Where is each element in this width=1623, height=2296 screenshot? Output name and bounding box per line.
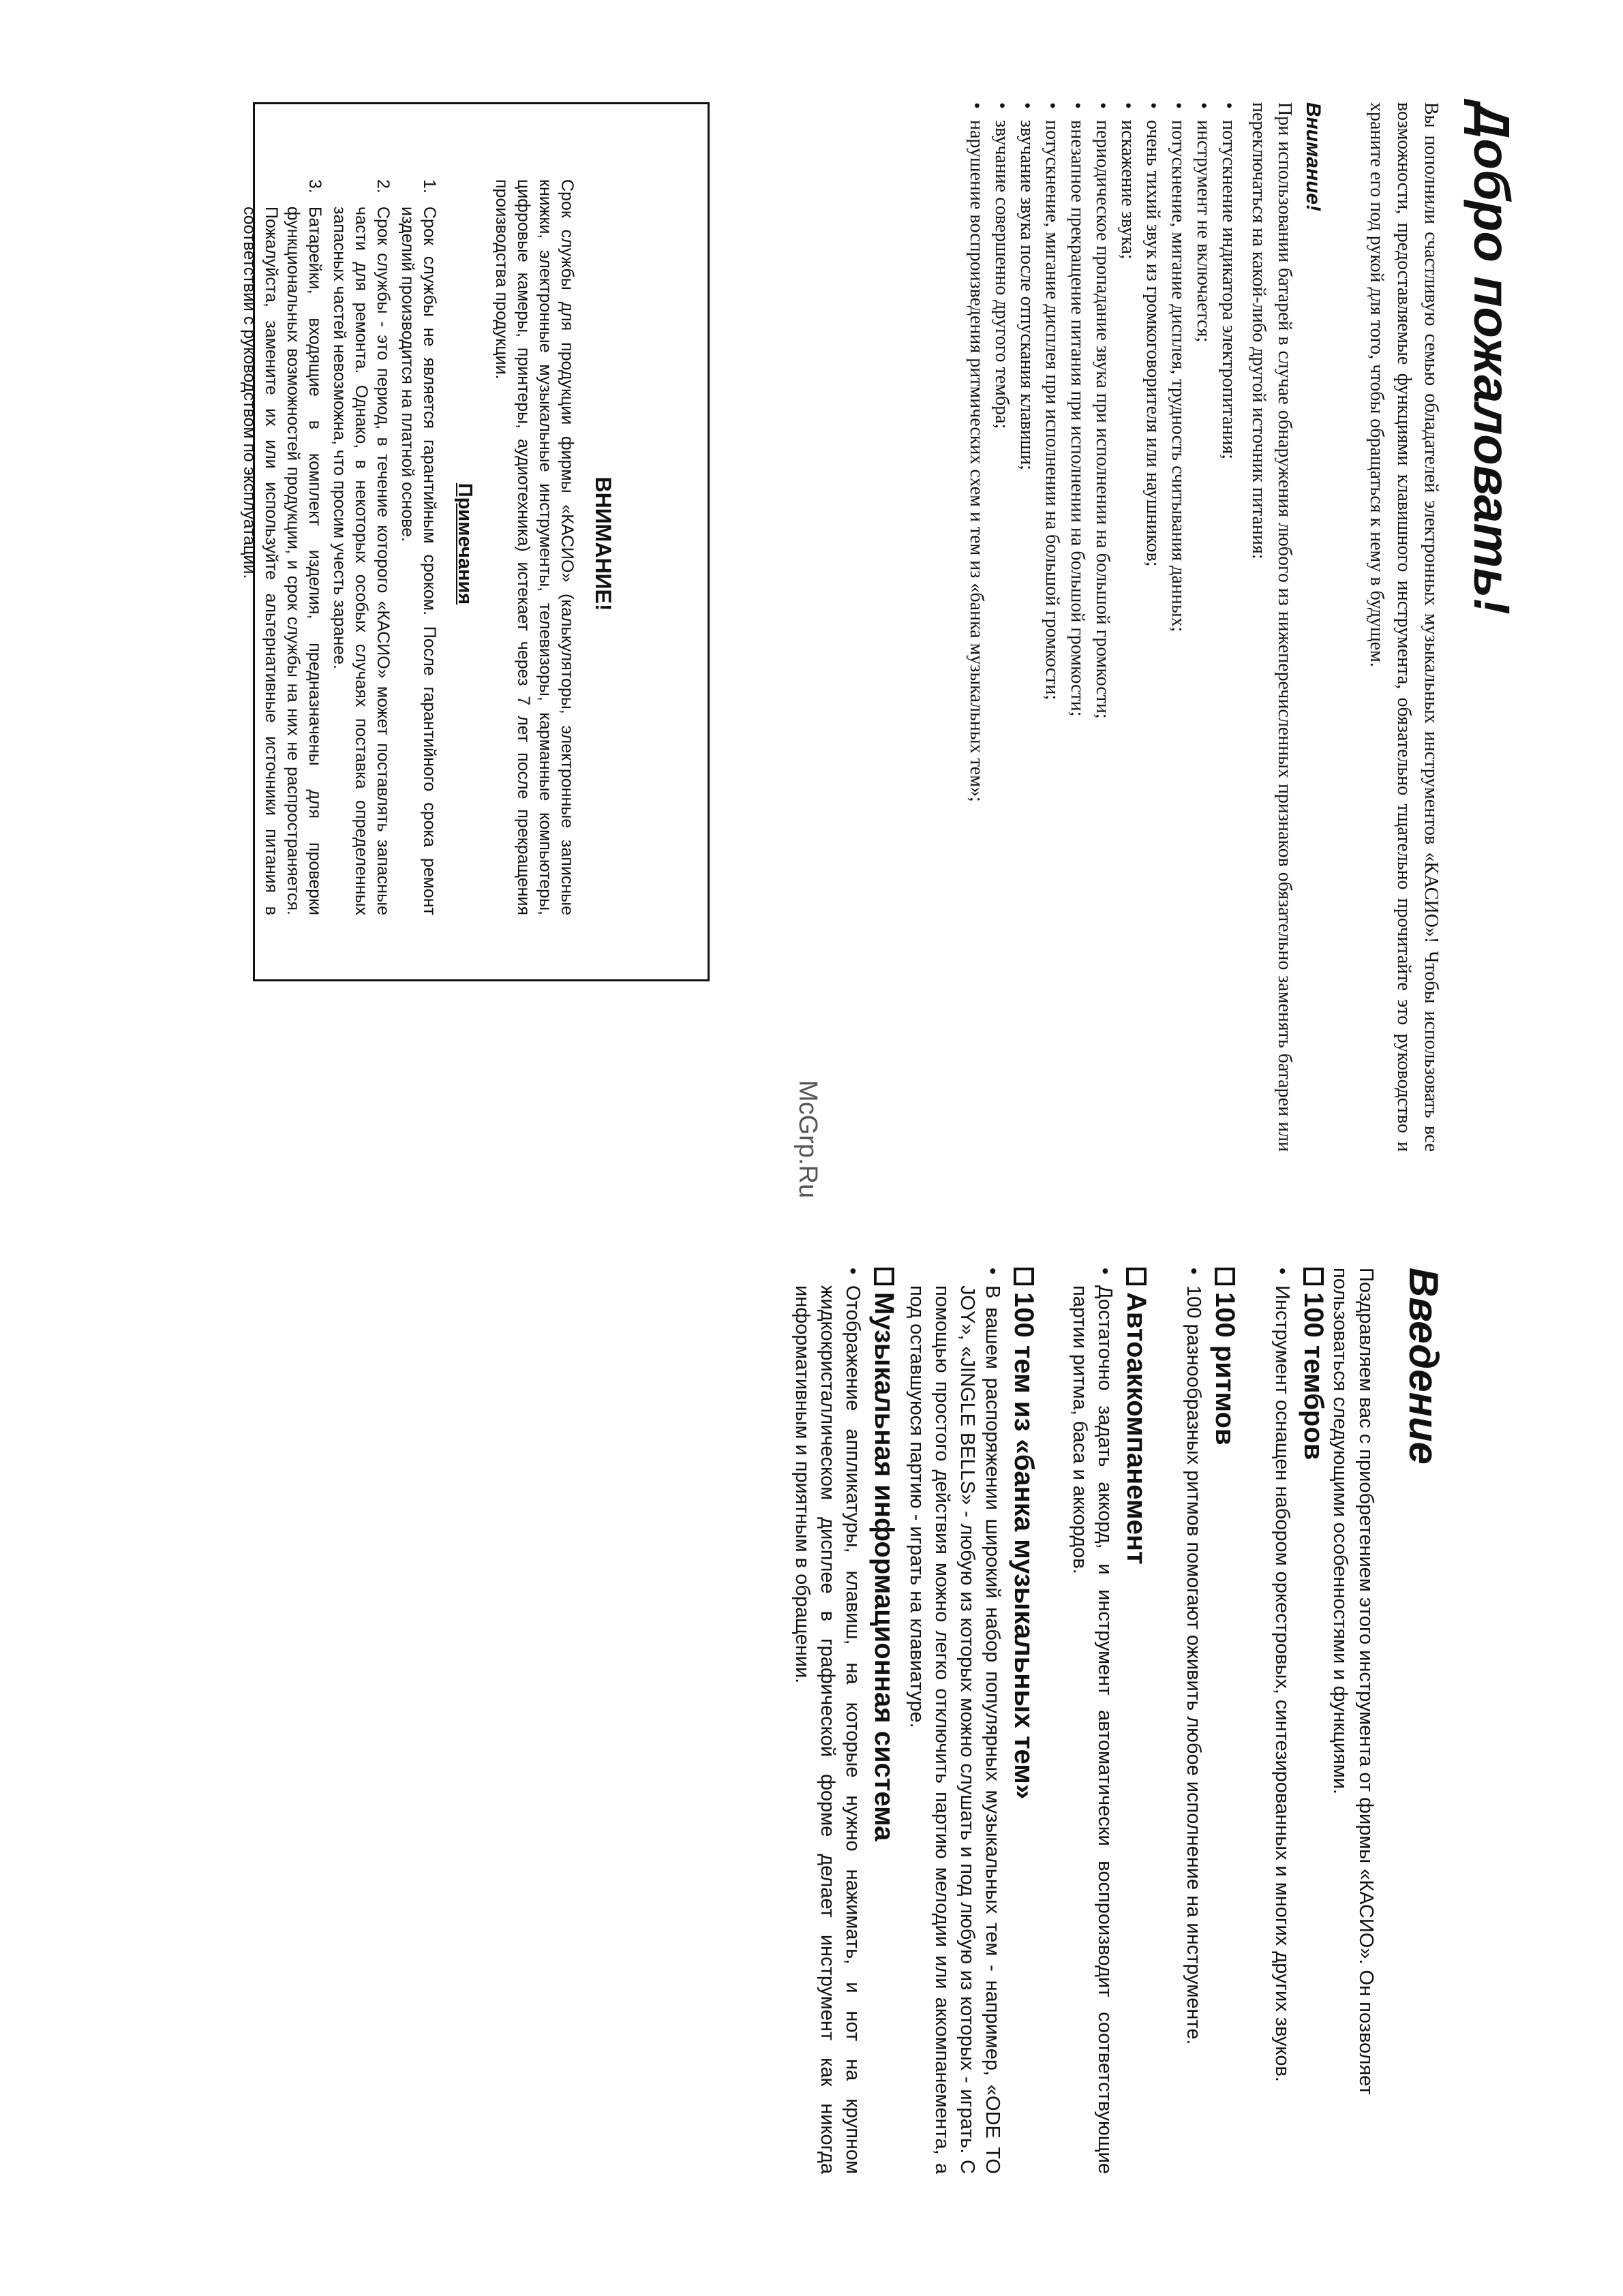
checkbox-square-icon bbox=[1126, 1268, 1147, 1285]
notice-paragraph: Срок службы для продукции фирмы «КАСИО» (калькуляторы, электронные записные книжки, электронные музыкальные инструменты, телевизоры, карманные компьютеры, цифровые камеры, принтеры, аудиотехника) истекает через 7 лет после прекращения производства продукции. bbox=[492, 179, 577, 915]
checkbox-square-icon bbox=[1215, 1268, 1235, 1285]
bullet-icon: • bbox=[1271, 1268, 1293, 1275]
list-item bbox=[397, 179, 440, 915]
feature-heading-text: 100 ритмов bbox=[1210, 1292, 1240, 1445]
feature-heading bbox=[1297, 1268, 1330, 2174]
bullet-icon: • bbox=[842, 1268, 864, 1275]
checkbox-square-icon bbox=[1303, 1268, 1324, 1285]
caution-paragraph: При использовании батарей в случае обнаружения любого из нижеперечисленных признаков обязательно заменять батареи или переключаться на какой-либо другой источник питания: bbox=[1248, 102, 1295, 1152]
list-item-text: потускнение индикатора электропитания; bbox=[1218, 120, 1239, 460]
list-item-text: звучание звука после отпускания клавиши; bbox=[1016, 120, 1037, 470]
welcome-column bbox=[0, 102, 1623, 1165]
bullet-icon: • bbox=[1168, 102, 1189, 109]
feature-text: В вашем распоряжении широкий набор популярных музыкальных тем - например, «ODE TO JOY», «JINGLE BELLS» - любую из которых можно слушать и под любую из которых - играть. С помощью простого действия можно легко отключить партию мелодии или аккомпанемента, а под оставшуюся партию - играть на клавиатуре. bbox=[906, 1285, 1003, 2174]
bullet-icon: • bbox=[1142, 102, 1164, 109]
list-item bbox=[1191, 102, 1216, 1152]
bullet-icon: • bbox=[1117, 102, 1138, 109]
feature-section bbox=[1269, 1268, 1330, 2174]
feature-item bbox=[1269, 1268, 1294, 2174]
bullet-icon: • bbox=[1016, 102, 1037, 109]
list-item bbox=[1216, 102, 1241, 1152]
battery-symptom-list bbox=[964, 102, 1241, 1152]
notes-title: Примечания bbox=[454, 483, 476, 605]
introduction-column bbox=[0, 1268, 1623, 2222]
note-number: 1. bbox=[420, 179, 439, 194]
bullet-icon: • bbox=[1094, 1268, 1116, 1275]
feature-heading-text: 100 тем из «банка музыкальных тем» bbox=[1009, 1292, 1039, 1800]
note-number: 2. bbox=[374, 179, 393, 194]
feature-heading bbox=[1120, 1268, 1153, 2174]
bullet-icon: • bbox=[1183, 1268, 1204, 1275]
note-text: Срок службы не является гарантийным сроком. После гарантийного срока ремонт изделий производится на платной основе. bbox=[398, 206, 439, 915]
feature-heading-text: Автоаккомпанемент bbox=[1121, 1292, 1151, 1565]
list-item bbox=[989, 102, 1014, 1152]
feature-text: Достаточно задать аккорд, и инструмент автоматически воспроизводит соответствующие партии ритма, баса и аккордов. bbox=[1069, 1285, 1116, 2174]
list-item bbox=[1040, 102, 1065, 1152]
feature-text: Отображение аппликатуры, клавиш, на которые нужно нажимать, и нот на крупном жидкокристаллическом дисплее в графической форме делает инструмент как никогда информативным и приятным в обращении. bbox=[791, 1285, 864, 2174]
feature-heading-text: Музыкальная информационная система bbox=[869, 1292, 899, 1841]
notice-title: ВНИМАНИЕ! bbox=[591, 476, 616, 611]
bullet-icon: • bbox=[1092, 102, 1113, 109]
feature-section bbox=[904, 1268, 1040, 2174]
bullet-icon: • bbox=[1042, 102, 1063, 109]
note-number: 3. bbox=[305, 179, 324, 194]
checkbox-square-icon bbox=[1014, 1268, 1034, 1285]
feature-heading bbox=[1209, 1268, 1241, 2174]
list-item bbox=[1065, 102, 1090, 1152]
feature-section bbox=[789, 1268, 900, 2174]
list-item bbox=[239, 179, 326, 915]
service-life-notice-box bbox=[240, 102, 710, 981]
bullet-icon: • bbox=[1193, 102, 1214, 109]
intro-paragraph: Поздравляем вас с приобретением этого инструмента от фирмы «КАСИО». Он позволяет пользоваться следующими особенностями и функциями. bbox=[1329, 1268, 1377, 2095]
feature-item bbox=[789, 1268, 865, 2174]
bullet-icon: • bbox=[1067, 102, 1088, 109]
list-item bbox=[1115, 102, 1140, 1152]
welcome-paragraph: Вы пополнили счастливую семью обладателей электронных музыкальных инструментов «КАСИО»! Чтобы использовать все возможности, предоставляемые функциями клавишного инструмента, обязательно тщательно прочитайте это руководство и храните его под рукой для того, чтобы обращаться к нему в будущем. bbox=[1366, 102, 1442, 1152]
bullet-icon: • bbox=[982, 1268, 1003, 1275]
list-item-text: периодическое пропадание звука при исполнении на большой громкости; bbox=[1092, 120, 1113, 719]
list-item-text: звучание совершенно другого тембра; bbox=[991, 120, 1012, 429]
bullet-icon: • bbox=[966, 102, 987, 109]
watermark: McGrp.Ru bbox=[793, 1080, 822, 1199]
list-item bbox=[1014, 102, 1040, 1152]
bullet-icon: • bbox=[1218, 102, 1239, 109]
feature-item bbox=[1067, 1268, 1117, 2174]
note-text: Срок службы - это период, в течение которого «КАСИО» может поставлять запасные части для ремонта. Однако, в некоторых особых случаях поставка определенных запасных частей невозможна, что просим учесть заранее. bbox=[330, 206, 393, 915]
feature-section bbox=[1067, 1268, 1153, 2174]
feature-text: 100 разнообразных ритмов помогают оживить любое исполнение на инструменте. bbox=[1183, 1285, 1204, 2045]
feature-item bbox=[904, 1268, 1005, 2174]
feature-section bbox=[1181, 1268, 1241, 2174]
welcome-title: Добро пожаловать! bbox=[1463, 102, 1520, 615]
list-item-text: нарушение воспроизведения ритмических схем и тем из «банка музыкальных тем»; bbox=[966, 120, 987, 802]
feature-item bbox=[1181, 1268, 1206, 2174]
intro-title: Введение bbox=[1401, 1268, 1446, 1465]
feature-heading-text: 100 тембров bbox=[1299, 1292, 1329, 1460]
feature-heading bbox=[868, 1268, 900, 2174]
bullet-icon: • bbox=[991, 102, 1012, 109]
checkbox-square-icon bbox=[874, 1268, 894, 1285]
notes-list bbox=[236, 179, 440, 915]
list-item bbox=[1140, 102, 1166, 1152]
list-item-text: внезапное прекращение питания при исполнении на большой громкости; bbox=[1067, 120, 1088, 717]
list-item bbox=[329, 179, 394, 915]
feature-heading bbox=[1007, 1268, 1040, 2174]
note-text: Батарейки, входящие в комплект изделия, предназначены для проверки функциональных возможностей продукции, и срок службы на них не распространяется. Пожалуйста, замените их или используйте альтернативные источники питания в соответствии с руководством по эксплуатации. bbox=[240, 206, 324, 915]
list-item bbox=[1090, 102, 1115, 1152]
list-item bbox=[1166, 102, 1191, 1152]
list-item-text: инструмент не включается; bbox=[1193, 120, 1214, 343]
list-item-text: потускнение, мигание дисплея, трудность считывания данных; bbox=[1168, 120, 1189, 632]
caution-heading: Внимание! bbox=[1302, 102, 1324, 212]
feature-text: Инструмент оснащен набором оркестровых, синтезированных и многих других звуков. bbox=[1271, 1285, 1293, 2082]
list-item-text: потускнение, мигание дисплея при исполнении на большой громкости; bbox=[1042, 120, 1063, 701]
list-item-text: очень тихий звук из громкоговорителя или наушников; bbox=[1142, 120, 1164, 567]
list-item-text: искажение звука; bbox=[1117, 120, 1138, 260]
list-item bbox=[964, 102, 989, 1152]
